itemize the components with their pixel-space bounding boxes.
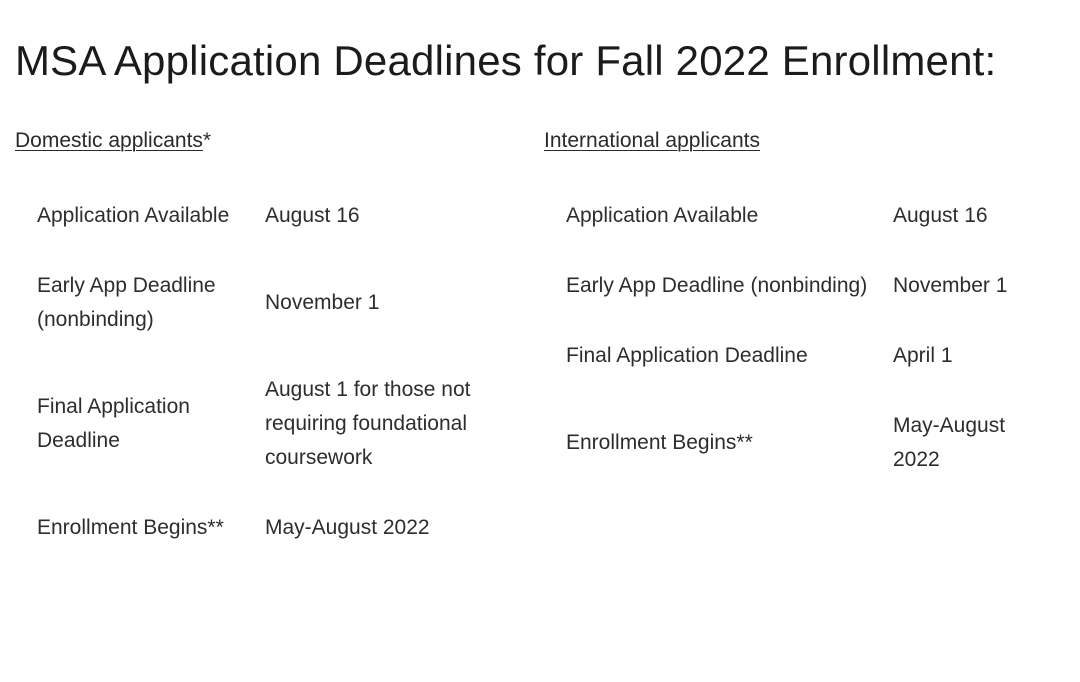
row-label-text: Final Application Deadline bbox=[566, 344, 808, 367]
row-label-text: Enrollment Begins** bbox=[37, 516, 224, 539]
table-row bbox=[37, 373, 501, 475]
row-value bbox=[893, 269, 1043, 303]
domestic-heading-text: Domestic applicants bbox=[15, 129, 203, 152]
row-label-text: Application Available bbox=[566, 204, 759, 227]
domestic-heading bbox=[15, 127, 203, 155]
domestic-section bbox=[15, 127, 525, 539]
row-value-text: May-August 2022 bbox=[265, 516, 430, 539]
row-label-text: Enrollment Begins** bbox=[566, 431, 753, 454]
row-value bbox=[265, 511, 501, 545]
row-spacer bbox=[37, 233, 501, 269]
international-deadlines-table bbox=[566, 199, 1043, 477]
row-label bbox=[566, 269, 893, 303]
row-label-text: Final Application Deadline bbox=[37, 395, 190, 452]
domestic-heading-asterisk: * bbox=[202, 129, 212, 152]
row-value bbox=[893, 339, 1043, 373]
row-label bbox=[37, 269, 265, 337]
row-value bbox=[265, 373, 501, 475]
row-value bbox=[265, 199, 501, 233]
table-row bbox=[566, 199, 1043, 233]
row-label bbox=[566, 339, 893, 373]
row-spacer bbox=[566, 303, 1043, 339]
table-row bbox=[566, 269, 1043, 303]
international-heading: International applicants bbox=[544, 129, 760, 152]
row-label-text: Application Available bbox=[37, 204, 230, 227]
row-value-text: April 1 bbox=[893, 344, 953, 367]
row-label bbox=[37, 511, 265, 545]
row-label-text: Early App Deadline (nonbinding) bbox=[566, 274, 868, 297]
page-title: MSA Application Deadlines for Fall 2022 Enrollment: bbox=[15, 37, 997, 85]
row-spacer bbox=[566, 373, 1043, 409]
row-value bbox=[893, 409, 1043, 477]
table-row bbox=[37, 511, 501, 545]
international-section bbox=[544, 127, 1064, 471]
row-value-text: August 16 bbox=[265, 204, 360, 227]
row-value-text: August 1 for those not requiring foundational coursework bbox=[265, 378, 471, 469]
domestic-deadlines-table bbox=[37, 199, 501, 545]
row-value bbox=[265, 269, 501, 337]
row-value-text: November 1 bbox=[265, 291, 380, 314]
row-value-text: May-August 2022 bbox=[893, 414, 1006, 471]
row-value-text: November 1 bbox=[893, 274, 1008, 297]
row-label-text: Early App Deadline (nonbinding) bbox=[37, 274, 216, 331]
table-row bbox=[37, 199, 501, 233]
table-row bbox=[37, 269, 501, 337]
row-spacer bbox=[37, 337, 501, 373]
row-label bbox=[37, 199, 265, 233]
row-spacer bbox=[37, 475, 501, 511]
row-value bbox=[893, 199, 1043, 233]
row-label bbox=[566, 409, 893, 477]
table-row bbox=[566, 339, 1043, 373]
row-spacer bbox=[566, 233, 1043, 269]
row-value-text: August 16 bbox=[893, 204, 988, 227]
table-row bbox=[566, 409, 1043, 477]
row-label bbox=[566, 199, 893, 233]
row-label bbox=[37, 373, 265, 475]
